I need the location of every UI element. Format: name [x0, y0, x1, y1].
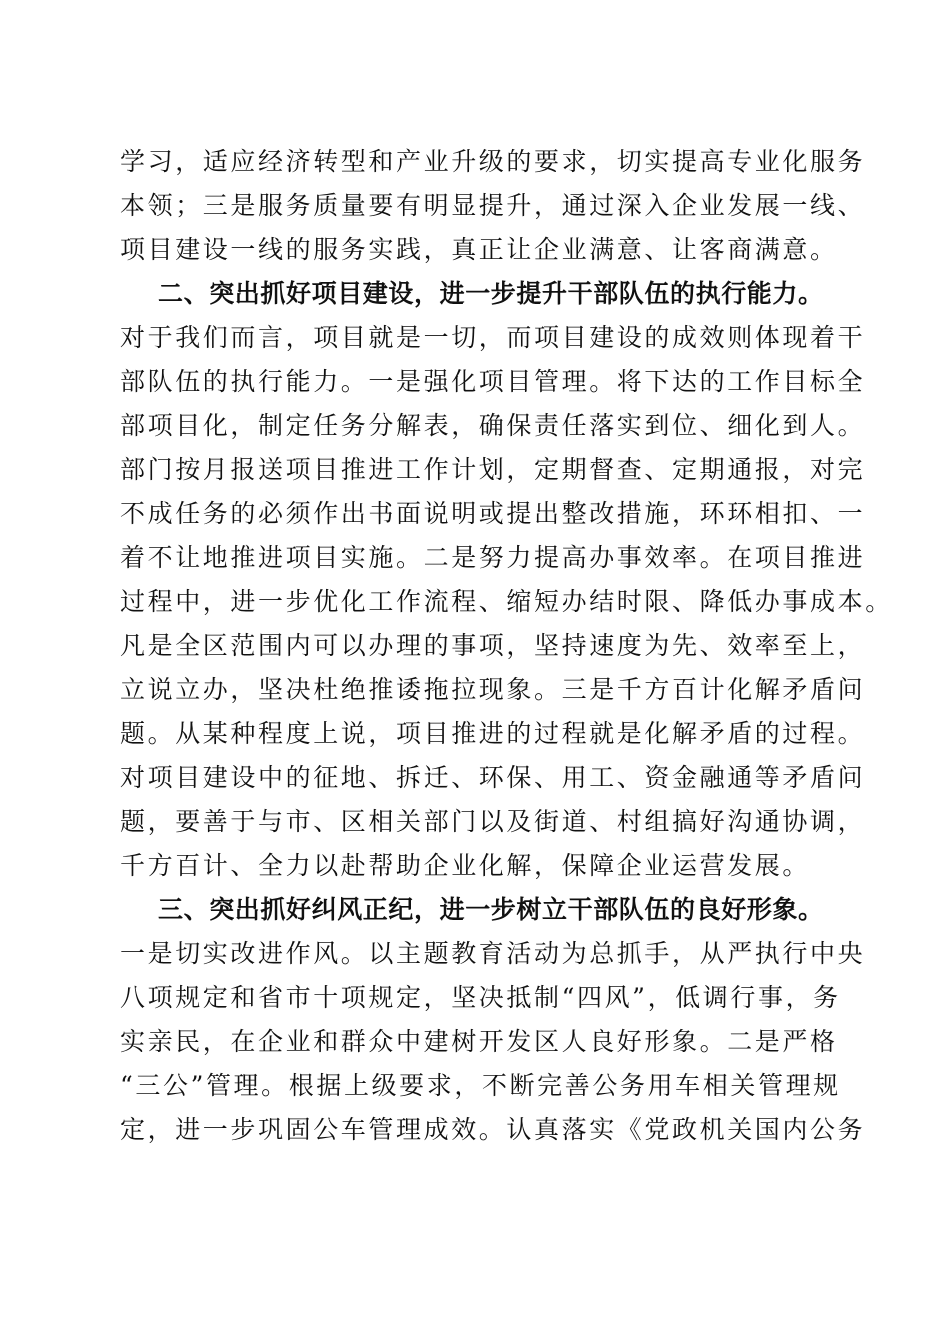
text-line: 部项目化，制定任务分解表，确保责任落实到位、细化到人。: [120, 411, 866, 440]
text-line: 过程中，进一步优化工作流程、缩短办结时限、降低办事成本。: [120, 587, 893, 616]
text-line: “三公”管理。根据上级要求，不断完善公务用车相关管理规: [120, 1071, 841, 1100]
section-heading-3: 三、突出抓好纠风正纪，进一步树立干部队伍的良好形象。: [158, 895, 824, 924]
text-line: 立说立办，坚决杜绝推诿拖拉现象。三是千方百计化解矛盾问: [120, 675, 866, 704]
text-line: 实亲民，在企业和群众中建树开发区人良好形象。二是严格: [120, 1027, 838, 1056]
section-heading-2: 二、突出抓好项目建设，进一步提升干部队伍的执行能力。: [158, 279, 824, 308]
text-line: 对项目建设中的征地、拆迁、环保、用工、资金融通等矛盾问: [120, 763, 866, 792]
text-line: 题，要善于与市、区相关部门以及街道、村组搞好沟通协调，: [120, 807, 866, 836]
text-line: 凡是全区范围内可以办理的事项，坚持速度为先、效率至上，: [120, 631, 866, 660]
text-line: 一是切实改进作风。以主题教育活动为总抓手，从严执行中央: [120, 939, 866, 968]
text-line: 部队伍的执行能力。一是强化项目管理。将下达的工作目标全: [120, 367, 866, 396]
text-line: 对于我们而言，项目就是一切，而项目建设的成效则体现着干: [120, 323, 866, 352]
text-line: 本领；三是服务质量要有明显提升，通过深入企业发展一线、: [120, 191, 866, 220]
text-line: 题。从某种程度上说，项目推进的过程就是化解矛盾的过程。: [120, 719, 866, 748]
text-line: 不成任务的必须作出书面说明或提出整改措施，环环相扣、一: [120, 499, 866, 528]
text-line: 八项规定和省市十项规定，坚决抵制“四风”，低调行事，务: [120, 983, 841, 1012]
text-line: 部门按月报送项目推进工作计划，定期督查、定期通报，对完: [120, 455, 866, 484]
text-line: 千方百计、全力以赴帮助企业化解，保障企业运营发展。: [120, 851, 811, 880]
text-line: 着不让地推进项目实施。二是努力提高办事效率。在项目推进: [120, 543, 866, 572]
text-line: 学习，适应经济转型和产业升级的要求，切实提高专业化服务: [120, 147, 866, 176]
text-line: 定，进一步巩固公车管理成效。认真落实《党政机关国内公务: [120, 1115, 866, 1144]
text-line: 项目建设一线的服务实践，真正让企业满意、让客商满意。: [120, 235, 838, 264]
